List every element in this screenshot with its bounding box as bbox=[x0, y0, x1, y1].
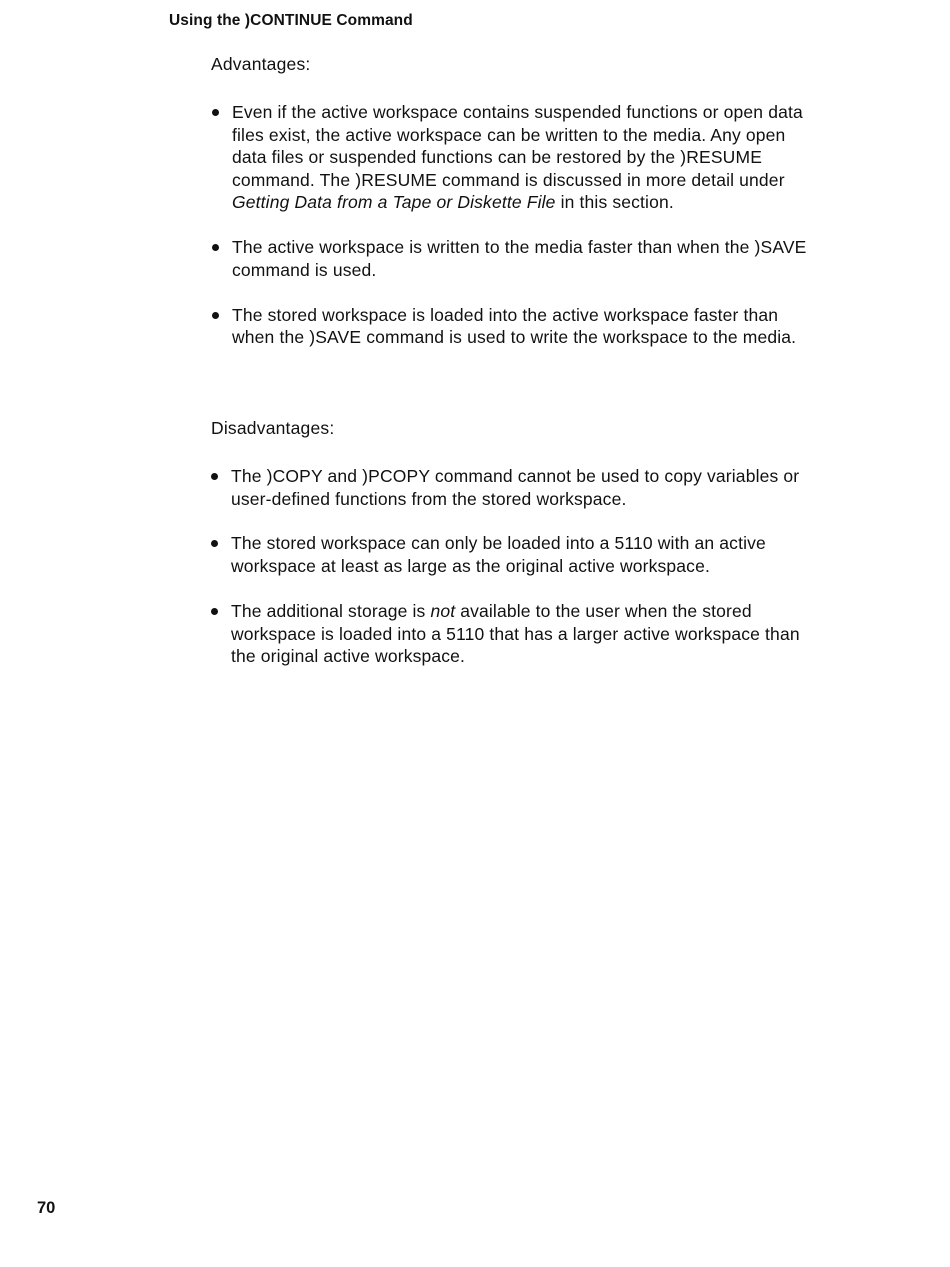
bullet-icon bbox=[212, 109, 219, 116]
list-item bbox=[211, 101, 821, 214]
item-text: The stored workspace can only be loaded into a 5110 with an active workspace at least as large as the original active workspace. bbox=[231, 533, 766, 577]
running-head: Using the )CONTINUE Command bbox=[169, 12, 413, 29]
list-item bbox=[211, 304, 821, 349]
list-item bbox=[210, 600, 820, 668]
item-text: The active workspace is written to the media faster than when the )SAVE command is used. bbox=[232, 237, 807, 280]
item-text: Even if the active workspace contains suspended functions or open data files exist, the active workspace can be written to the media. Any open data files or suspended functions can be restored by the )RESUME command. The )RESUME command is discussed in more detail under bbox=[232, 102, 803, 190]
item-text: The additional storage is bbox=[231, 600, 431, 621]
disadvantages-list bbox=[210, 465, 820, 668]
item-text-after: available to the user when the stored workspace is loaded into a 5110 that has a larger active workspace than the original active workspace. bbox=[231, 600, 800, 667]
list-item bbox=[210, 532, 820, 577]
bullet-icon bbox=[211, 540, 218, 547]
item-text: The )COPY and )PCOPY command cannot be used to copy variables or user-defined functions from the stored workspace. bbox=[231, 466, 800, 509]
item-text-after: in this section. bbox=[555, 192, 674, 213]
disadvantages-heading: Disadvantages: bbox=[211, 418, 335, 438]
bullet-icon bbox=[211, 473, 218, 480]
bullet-icon bbox=[212, 244, 219, 251]
item-emphasis: not bbox=[430, 600, 456, 621]
list-item bbox=[210, 465, 820, 510]
advantages-heading: Advantages: bbox=[211, 54, 311, 74]
list-item bbox=[211, 236, 821, 281]
item-emphasis: Getting Data from a Tape or Diskette File bbox=[232, 192, 556, 213]
page-number: 70 bbox=[37, 1199, 56, 1217]
bullet-icon bbox=[212, 312, 219, 319]
advantages-list bbox=[211, 101, 821, 349]
bullet-icon bbox=[211, 608, 218, 615]
item-text: The stored workspace is loaded into the active workspace faster than when the )SAVE command is used to write the workspace to the media. bbox=[232, 304, 797, 348]
